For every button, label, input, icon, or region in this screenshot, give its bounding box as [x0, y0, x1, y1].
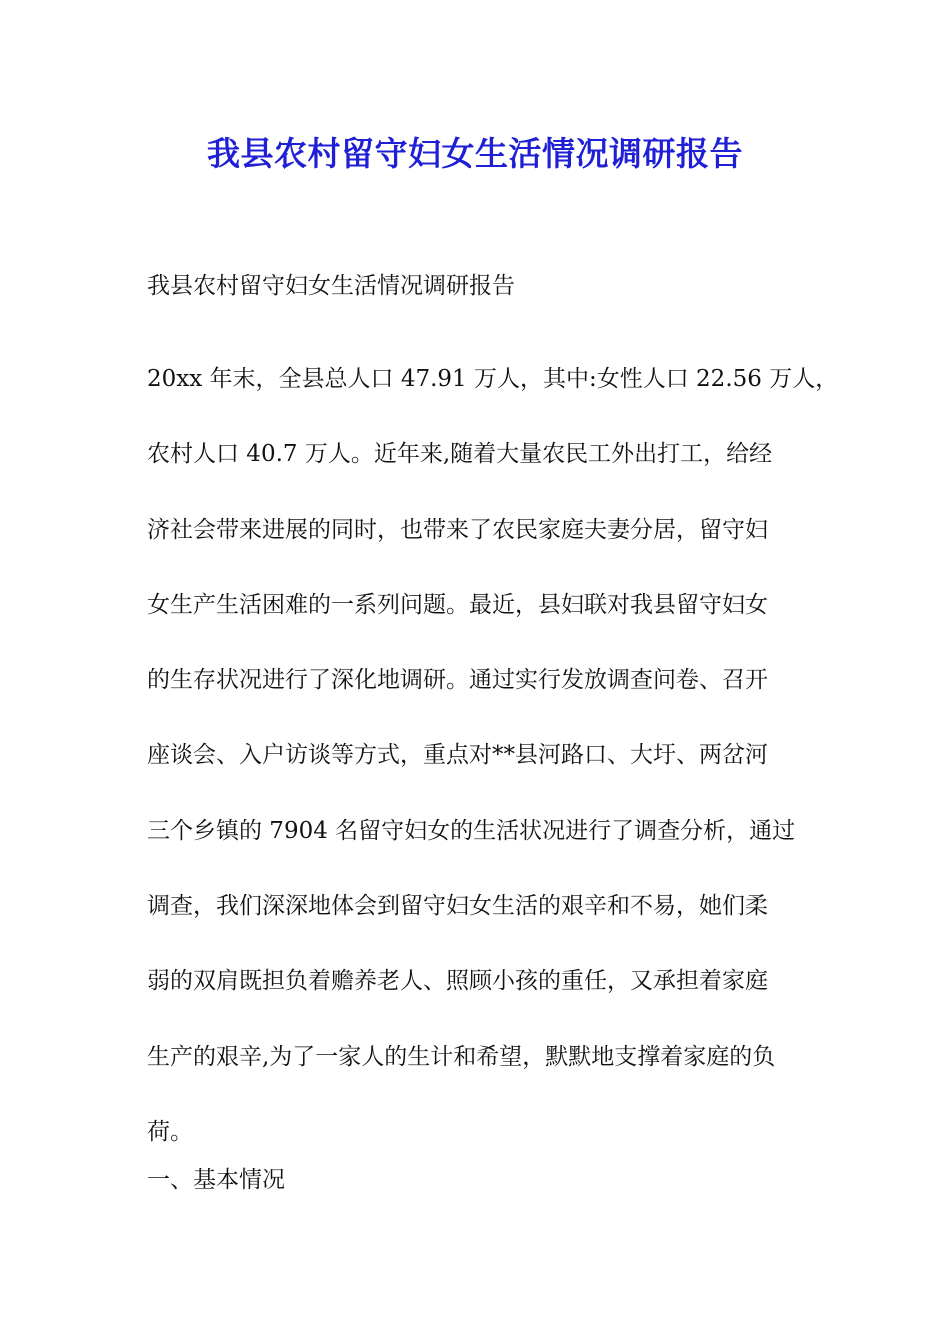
document-title: 我县农村留守妇女生活情况调研报告	[207, 134, 743, 173]
paragraph-line: 三个乡镇的 7904 名留守妇女的生活状况进行了调查分析，通过	[147, 817, 796, 844]
intro-paragraph	[147, 342, 839, 1170]
paragraph-line: 农村人口 40.7 万人。近年来,随着大量农民工外出打工，给经	[147, 441, 773, 468]
document-subtitle: 我县农村留守妇女生活情况调研报告	[147, 273, 515, 299]
section-heading: 一、基本情况	[147, 1167, 285, 1193]
paragraph-line: 荷。	[147, 1118, 193, 1145]
paragraph-line: 弱的双肩既担负着赡养老人、照顾小孩的重任，又承担着家庭	[147, 968, 768, 995]
paragraph-line: 座谈会、入户访谈等方式，重点对**县河路口、大圩、两岔河	[147, 742, 768, 769]
paragraph-line: 调查，我们深深地体会到留守妇女生活的艰辛和不易，她们柔	[147, 893, 768, 920]
paragraph-line: 20xx 年末，全县总人口 47.91 万人，其中:女性人口 22.56 万人，	[147, 366, 839, 392]
paragraph-line: 女生产生活困难的一系列问题。最近，县妇联对我县留守妇女	[147, 591, 768, 618]
paragraph-line: 的生存状况进行了深化地调研。通过实行发放调查问卷、召开	[147, 667, 768, 694]
paragraph-line: 济社会带来进展的同时，也带来了农民家庭夫妻分居，留守妇	[147, 516, 768, 543]
paragraph-line: 生产的艰辛,为了一家人的生计和希望，默默地支撑着家庭的负	[147, 1043, 776, 1070]
